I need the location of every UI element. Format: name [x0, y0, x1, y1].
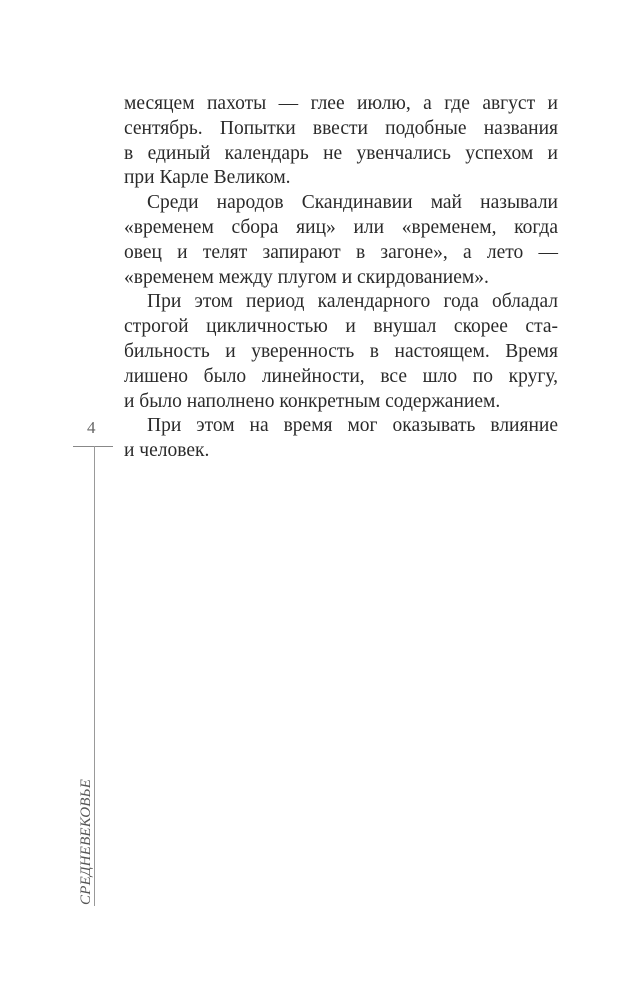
text-line: Среди народов Скандинавии май называли: [147, 192, 558, 214]
text-line: При этом на время мог оказывать влияние: [147, 415, 558, 437]
running-title: СРЕДНЕВЕКОВЬЕ: [78, 778, 94, 905]
text-line: и человек.: [124, 440, 210, 462]
page-number-rule: [73, 446, 113, 447]
text-line: «временем сбора яиц» или «временем, когда: [124, 216, 558, 238]
text-line: строгой цикличностью и внушал скорее ста-: [124, 316, 558, 338]
text-line: овец и телят запирают в загоне», а лето —: [124, 241, 558, 263]
text-line: и было наполнено конкретным содержанием.: [124, 390, 501, 412]
page-number: 4: [87, 418, 96, 437]
text-line: бильность и уверенность в настоящем. Время: [124, 340, 558, 362]
text-line: в единый календарь не увенчались успехом и: [124, 142, 558, 164]
text-line: При этом период календарного года обладал: [147, 291, 558, 313]
text-line: лишено было линейности, все шло по кругу,: [124, 365, 558, 387]
body-text: [124, 92, 558, 464]
text-line: при Карле Великом.: [124, 167, 291, 189]
text-line: месяцем пахоты — глее июлю, а где август и: [124, 93, 558, 114]
text-line: «временем между плугом и скирдованием».: [124, 266, 489, 288]
text-line: сентябрь. Попытки ввести подобные названия: [124, 117, 558, 139]
